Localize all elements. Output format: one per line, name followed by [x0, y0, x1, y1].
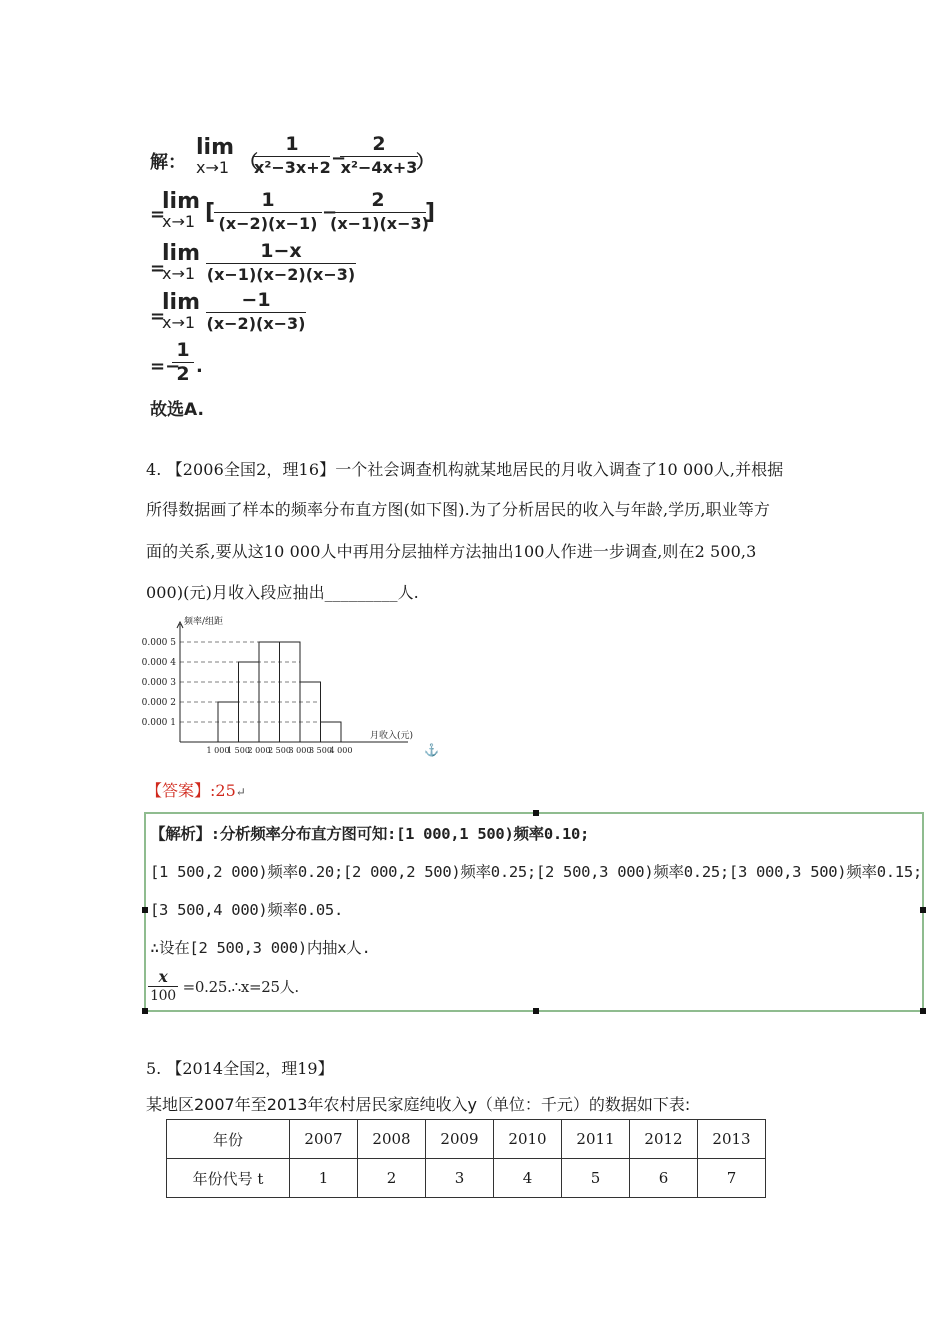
resize-handle[interactable] [142, 907, 148, 913]
paragraph-mark-icon: ↵ [235, 785, 246, 799]
denominator: 2 [176, 363, 190, 385]
y-tick-label: 0.000 2 [141, 698, 176, 708]
numerator: 2 [371, 189, 385, 211]
x-tick-label: 1 000 [206, 746, 230, 755]
histogram-bar [280, 642, 301, 742]
table-cell: 年份 [167, 1120, 290, 1159]
numerator: −1 [241, 289, 271, 311]
analysis-line: [1 500,2 000)频率0.20;[2 000,2 500)频率0.25;[2 500,3 000)频率0.25;[3 000,3 500)频率0.15; [150, 863, 922, 881]
x-tick-label: 4 000 [329, 746, 353, 755]
fraction [206, 289, 306, 334]
table-cell: 2008 [358, 1120, 426, 1159]
minus-sign: − [331, 148, 347, 169]
period: . [196, 356, 203, 377]
table-cell: 5 [562, 1159, 630, 1198]
denominator: (x−2)(x−3) [206, 314, 306, 333]
resize-handle[interactable] [533, 1008, 539, 1014]
frequency-histogram [140, 612, 450, 762]
x-axis-title: 月收入(元) [370, 731, 414, 741]
table-row [167, 1120, 766, 1159]
denominator: x²−3x+2 [254, 158, 331, 177]
lim-operator [162, 292, 200, 332]
fraction [206, 240, 356, 285]
table-cell: 6 [630, 1159, 698, 1198]
resize-handle[interactable] [920, 1008, 926, 1014]
table-cell: 2007 [290, 1120, 358, 1159]
question-5-heading: 5. 【2014全国2，理19】 [146, 1059, 334, 1078]
analysis-line: =0.25.∴x=25人. [182, 978, 299, 996]
bracket-open: [ [205, 200, 216, 225]
table-cell: 1 [290, 1159, 358, 1198]
lim-operator [162, 191, 200, 231]
histogram-bar [239, 662, 260, 742]
denominator: (x−2)(x−1) [218, 214, 318, 233]
year-table [166, 1119, 766, 1198]
y-tick-label: 0.000 1 [141, 718, 176, 728]
y-tick-label: 0.000 3 [141, 678, 176, 688]
table-cell: 2013 [698, 1120, 766, 1159]
y-tick-label: 0.000 4 [141, 658, 176, 668]
equals-sign: =− [150, 356, 181, 377]
minus-sign: − [322, 202, 338, 223]
table-cell: 年份代号 t [167, 1159, 290, 1198]
lim-word: lim [162, 189, 201, 214]
paren-close: ） [416, 152, 434, 173]
lim-subscript: x→1 [162, 264, 196, 283]
table-row [167, 1159, 766, 1198]
numerator: 2 [372, 133, 386, 155]
fraction [330, 189, 429, 234]
solution-prefix: 解： [150, 152, 186, 173]
table-cell: 7 [698, 1159, 766, 1198]
resize-handle[interactable] [533, 810, 539, 816]
table-cell: 2009 [426, 1120, 494, 1159]
y-axis-title: 频率/组距 [184, 617, 224, 627]
question-line: 所得数据画了样本的频率分布直方图(如下图).为了分析居民的收入与年龄,学历,职业等方 [146, 500, 770, 519]
x-tick-label: 3 000 [288, 746, 312, 755]
numerator: 1−x [260, 240, 302, 262]
table-cell: 2010 [494, 1120, 562, 1159]
lim-word: lim [196, 135, 235, 160]
fraction [340, 133, 418, 178]
denominator: (x−1)(x−2)(x−3) [206, 265, 356, 284]
equals-sign: = [150, 204, 166, 225]
histogram-bar [300, 682, 321, 742]
analysis-line: ∴设在[2 500,3 000)内抽x人. [150, 939, 371, 957]
x-tick-label: 3 500 [309, 746, 332, 755]
question-line: 000)(元)月收入段应抽出_________人. [146, 583, 419, 602]
numerator: 1 [176, 339, 190, 361]
answer [146, 778, 246, 801]
lim-word: lim [162, 290, 201, 315]
denominator: 100 [150, 988, 176, 1004]
analysis-fraction [148, 968, 299, 1005]
lim-subscript: x→1 [162, 313, 196, 332]
analysis-box[interactable] [144, 812, 924, 1012]
answer-label: 【答案】 [146, 781, 211, 800]
table-cell: 2011 [562, 1120, 630, 1159]
numerator: 1 [261, 189, 275, 211]
paren-open: （ [240, 152, 258, 173]
y-tick-label: 0.000 5 [141, 638, 176, 648]
histogram-bar [218, 702, 239, 742]
conclusion: 故选A. [150, 400, 204, 420]
lim-subscript: x→1 [162, 212, 196, 231]
x-tick-label: 2 500 [268, 746, 291, 755]
bracket-close: ] [425, 200, 436, 225]
x-tick-label: 2 000 [247, 746, 271, 755]
histogram-bar [321, 722, 342, 742]
lim-subscript: x→1 [196, 158, 230, 177]
question-line: 4. 【2006全国2，理16】一个社会调查机构就某地居民的月收入调查了10 000人,并根据 [146, 460, 784, 479]
lim-operator [162, 243, 200, 283]
analysis-line: 【解析】:分析频率分布直方图可知:[1 000,1 500)频率0.10; [150, 825, 590, 843]
question-line: 面的关系,要从这10 000人中再用分层抽样方法抽出100人作进一步调查,则在2 500,3 [146, 542, 757, 561]
table-cell: 4 [494, 1159, 562, 1198]
numerator: x [158, 967, 168, 986]
fraction [214, 189, 322, 234]
resize-handle[interactable] [142, 1008, 148, 1014]
denominator: (x−1)(x−3) [330, 214, 429, 233]
fraction [172, 339, 194, 384]
anchor-mark-icon: ⚓ [424, 743, 439, 757]
denominator: x²−4x+3 [340, 158, 418, 177]
table-cell: 2 [358, 1159, 426, 1198]
resize-handle[interactable] [920, 907, 926, 913]
numerator: 1 [285, 133, 299, 155]
fraction [254, 133, 330, 178]
answer-value: :25 [210, 781, 236, 800]
lim-operator [196, 137, 234, 177]
equals-sign: = [150, 306, 166, 327]
table-cell: 3 [426, 1159, 494, 1198]
x-tick-label: 1 500 [227, 746, 250, 755]
histogram-bar [259, 642, 280, 742]
lim-word: lim [162, 241, 201, 266]
equals-sign: = [150, 258, 166, 279]
question-5-body: 某地区2007年至2013年农村居民家庭纯收入y（单位：千元）的数据如下表: [146, 1095, 691, 1114]
table-cell: 2012 [630, 1120, 698, 1159]
analysis-line: [3 500,4 000)频率0.05. [150, 901, 343, 919]
